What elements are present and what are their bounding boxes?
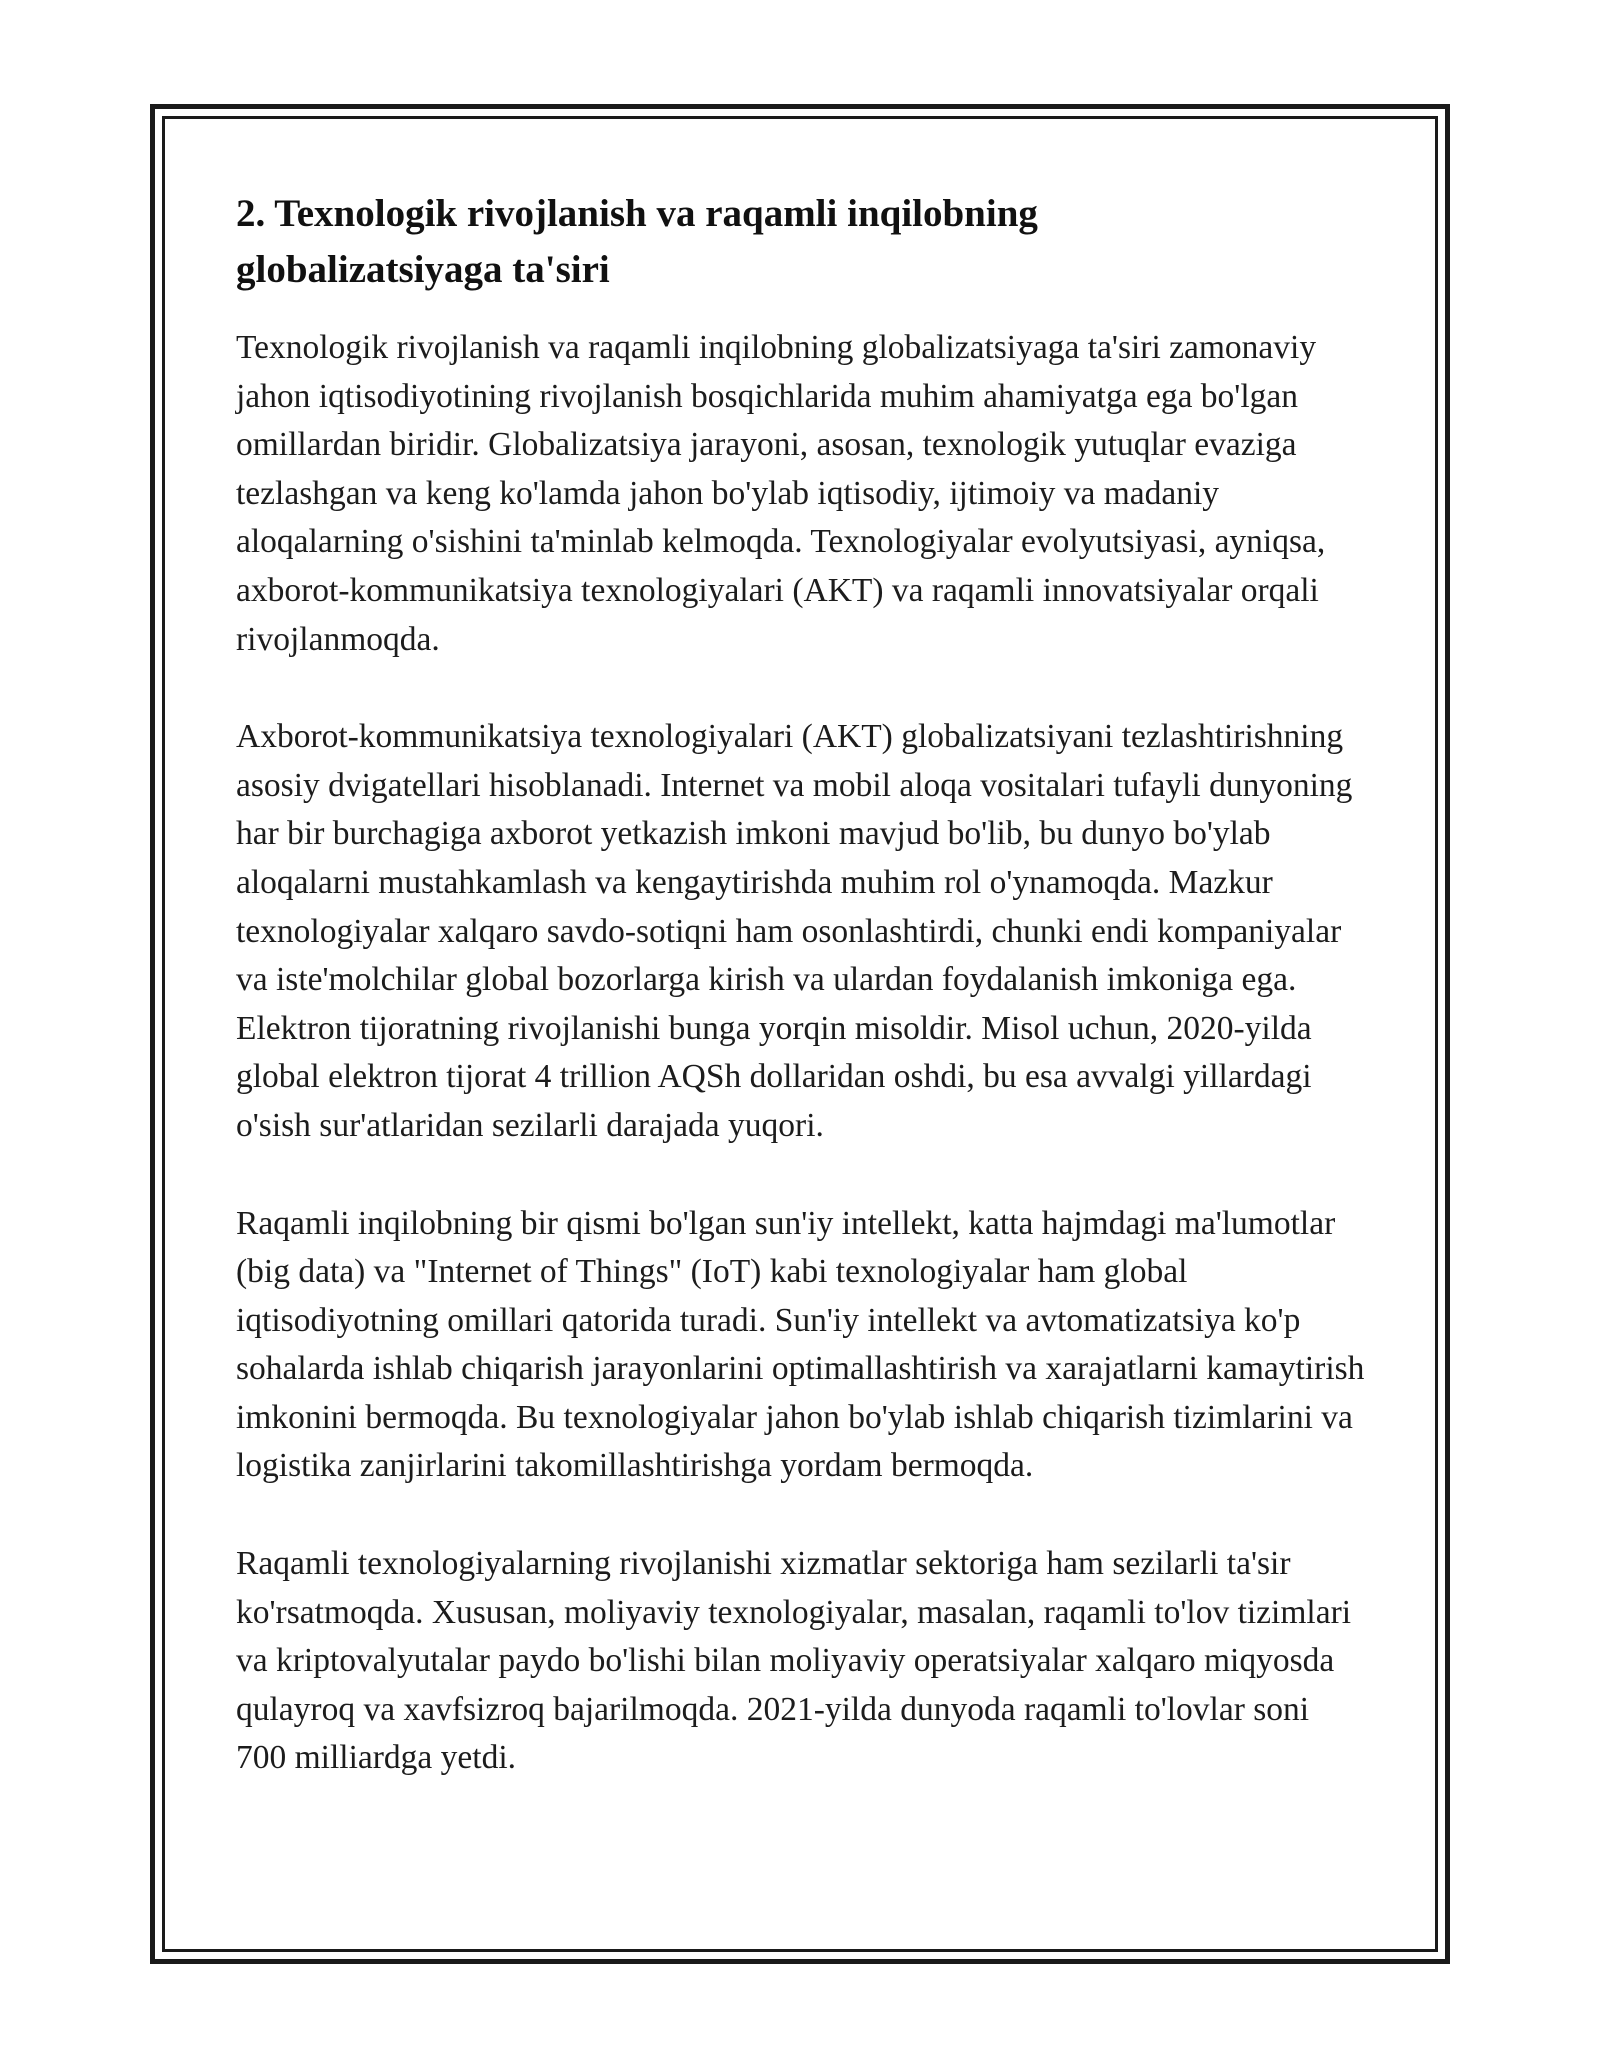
document-content [236,186,1366,1832]
paragraph-4: Raqamli texnologiyalarning rivojlanishi xizmatlar sektoriga ham sezilarli ta'sir ko'rsatmoqda. Xususan, moliyaviy texnologiyalar, masalan, raqamli to'lov tizimlari va kriptovalyutalar paydo bo'lishi bilan moliyaviy operatsiyalar xalqaro miqyosda qulayroq va xavfsizroq bajarilmoqda. 2021-yilda dunyoda raqamli to'lovlar soni 700 milliardga yetdi. [236,1545,1352,1777]
paragraph-1: Texnologik rivojlanish va raqamli inqilobning globalizatsiyaga ta'siri zamonaviy jahon iqtisodiyotining rivojlanish bosqichlarida muhim ahamiyatga ega bo'lgan omillardan biridir. Globalizatsiya jarayoni, asosan, texnologik yutuqlar evaziga tezlashgan va keng ko'lamda jahon bo'ylab iqtisodiy, ijtimoiy va madaniy aloqalarning o'sishini ta'minlab kelmoqda. Texnologiyalar evolyutsiyasi, ayniqsa, axborot-kommunikatsiya texnologiyalari (AKT) va raqamli innovatsiyalar orqali rivojlanmoqda. [236,329,1326,658]
paragraph-2: Axborot-kommunikatsiya texnologiyalari (AKT) globalizatsiyani tezlashtirishning asosiy dvigatellari hisoblanadi. Internet va mobil aloqa vositalari tufayli dunyoning har bir burchagiga axborot yetkazish imkoni mavjud bo'lib, bu dunyo bo'ylab aloqalarni mustahkamlash va kengaytirishda muhim rol o'ynamoqda. Mazkur texnologiyalar xalqaro savdo-sotiqni ham osonlashtirdi, chunki endi kompaniyalar va iste'molchilar global bozorlarga kirish va ulardan foydalanish imkoniga ega. Elektron tijoratning rivojlanishi bunga yorqin misoldir. Misol uchun, 2020-yilda global elektron tijorat 4 trillion AQSh dollaridan oshdi, bu esa avvalgi yillardagi o'sish sur'atlaridan sezilarli darajada yuqori. [236,718,1353,1144]
section-heading: 2. Texnologik rivojlanish va raqamli inqilobning globalizatsiyaga ta'siri [236,192,1038,291]
paragraph-3: Raqamli inqilobning bir qismi bo'lgan sun'iy intellekt, katta hajmdagi ma'lumotlar (big data) va "Internet of Things" (IoT) kabi texnologiyalar ham global iqtisodiyotning omillari qatorida turadi. Sun'iy intellekt va avtomatizatsiya ko'p sohalarda ishlab chiqarish jarayonlarini optimallashtirish va xarajatlarni kamaytirish imkonini bermoqda. Bu texnologiyalar jahon bo'ylab ishlab chiqarish tizimlarini va logistika zanjirlarini takomillashtirishga yordam bermoqda. [236,1204,1365,1485]
